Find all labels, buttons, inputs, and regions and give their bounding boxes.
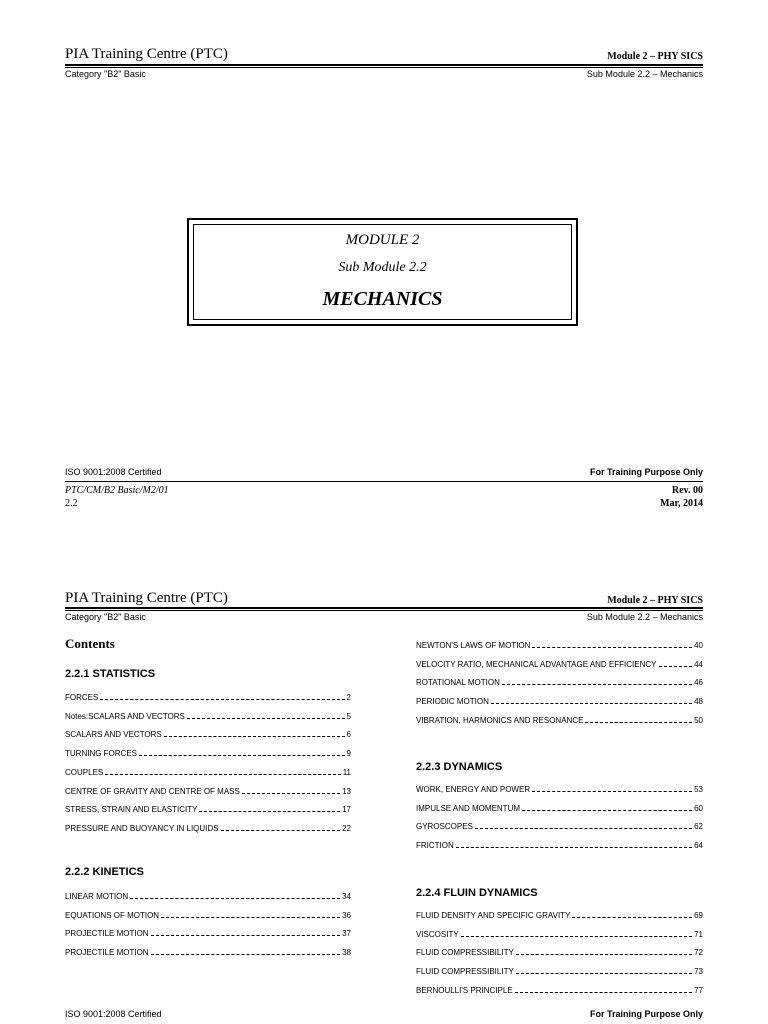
toc-entry[interactable] xyxy=(65,929,351,938)
toc-entry-page: 50 xyxy=(694,715,703,725)
toc-leader xyxy=(516,973,692,974)
toc-entry-page: 34 xyxy=(342,892,351,901)
toc-entry[interactable] xyxy=(416,948,703,957)
toc-leader xyxy=(659,666,693,667)
footer-purpose: For Training Purpose Only xyxy=(589,1009,703,1019)
title-box xyxy=(187,218,578,326)
title-submodule: Sub Module 2.2 xyxy=(338,260,427,275)
toc-entry[interactable] xyxy=(416,660,703,669)
toc-entry-page: 17 xyxy=(342,805,351,815)
toc-entry-page: 44 xyxy=(694,659,703,669)
toc-entry[interactable] xyxy=(416,911,703,920)
toc-leader xyxy=(242,793,340,794)
footer-iso: ISO 9001:2008 Certified xyxy=(65,1009,162,1019)
toc-leader xyxy=(461,936,692,937)
toc-entry[interactable] xyxy=(65,948,351,957)
toc-entry-label: EQUATIONS OF MOTION xyxy=(65,910,160,920)
toc-entry-label: VELOCITY RATIO, MECHANICAL ADVANTAGE AND EFFICIENCY xyxy=(416,659,657,669)
footer-page: 2.2 xyxy=(65,498,78,509)
title-mechanics: MECHANICS xyxy=(322,288,443,310)
toc-section-heading: 2.2.3 DYNAMICS xyxy=(416,761,503,773)
toc-entry-page: 9 xyxy=(346,749,351,759)
header-submodule: Sub Module 2.2 – Mechanics xyxy=(586,612,703,622)
toc-entry-page: 37 xyxy=(342,929,351,939)
header-rule-thin xyxy=(65,610,703,611)
toc-leader xyxy=(139,755,345,756)
toc-leader xyxy=(516,954,692,955)
toc-leader xyxy=(515,992,692,993)
toc-entry-label: FORCES xyxy=(65,693,99,702)
toc-entry-label: SCALARS AND VECTORS xyxy=(65,730,162,740)
toc-entry[interactable] xyxy=(65,911,351,920)
toc-leader xyxy=(532,791,692,792)
toc-leader xyxy=(151,954,341,955)
toc-entry-page: 38 xyxy=(342,948,351,958)
toc-leader xyxy=(585,722,692,723)
toc-leader xyxy=(105,774,340,775)
toc-entry[interactable] xyxy=(416,804,703,813)
footer-ref: PTC/CM/B2 Basic/M2/01 xyxy=(65,485,169,496)
toc-leader xyxy=(475,828,692,829)
header-rule xyxy=(65,607,703,609)
toc-entry-page: 11 xyxy=(342,767,351,777)
header-category: Category "B2" Basic xyxy=(65,612,146,622)
toc-entry-label: FLUID COMPRESSIBILITY xyxy=(416,967,514,977)
toc-entry-page: 48 xyxy=(694,697,703,707)
toc-entry-page: 64 xyxy=(694,841,703,851)
toc-entry-label: FRICTION xyxy=(416,841,454,851)
toc-entry-page: 62 xyxy=(694,822,703,832)
toc-entry-label: NEWTON'S LAWS OF MOTION xyxy=(416,641,531,650)
toc-entry-page: 53 xyxy=(694,785,703,794)
toc-entry[interactable] xyxy=(65,693,351,702)
toc-entry-label: Notes:SCALARS AND VECTORS xyxy=(65,711,185,721)
toc-leader xyxy=(532,647,692,648)
toc-entry[interactable] xyxy=(65,749,351,758)
toc-entry-page: 5 xyxy=(346,711,351,721)
toc-entry-label: STRESS, STRAIN AND ELASTICITY xyxy=(65,805,198,815)
header-module: Module 2 – PHY SICS xyxy=(607,51,703,62)
toc-entry-page: 46 xyxy=(694,678,703,688)
toc-section-heading: 2.2.4 FLUIN DYNAMICS xyxy=(416,887,538,899)
toc-entry-page: 13 xyxy=(342,786,351,796)
toc-leader xyxy=(456,847,692,848)
toc-entry-label: IMPULSE AND MOMENTUM xyxy=(416,803,521,813)
toc-entry-page: 22 xyxy=(342,823,351,833)
toc-entry-page: 2 xyxy=(346,693,351,702)
toc-entry-page: 36 xyxy=(342,910,351,920)
toc-entry-label: VIBRATION, HARMONICS AND RESONANCE xyxy=(416,715,584,725)
toc-entry-page: 69 xyxy=(694,911,703,920)
header-rule xyxy=(65,64,703,66)
header-title: PIA Training Centre (PTC) xyxy=(65,590,228,606)
header-module: Module 2 – PHY SICS xyxy=(607,595,703,606)
toc-entry[interactable] xyxy=(65,824,351,833)
toc-leader xyxy=(130,898,340,899)
toc-entry-label: TURNING FORCES xyxy=(65,749,137,759)
toc-entry[interactable] xyxy=(65,712,351,721)
toc-entry[interactable] xyxy=(65,787,351,796)
toc-section-heading: 2.2.1 STATISTICS xyxy=(65,668,156,680)
header-category: Category "B2" Basic xyxy=(65,69,146,79)
toc-entry-label: BERNOULLI'S PRINCIPLE xyxy=(416,985,513,995)
contents-title: Contents xyxy=(65,636,115,651)
toc-leader xyxy=(491,703,692,704)
toc-entry-page: 71 xyxy=(694,929,703,939)
toc-entry-label: VISCOSITY xyxy=(416,929,459,939)
toc-entry[interactable] xyxy=(416,785,703,794)
toc-entry[interactable] xyxy=(416,822,703,831)
footer-iso: ISO 9001:2008 Certified xyxy=(65,467,162,477)
toc-entry[interactable] xyxy=(416,986,703,995)
toc-leader xyxy=(199,811,340,812)
toc-entry-page: 6 xyxy=(346,730,351,740)
toc-entry-label: FLUID COMPRESSIBILITY xyxy=(416,948,514,958)
toc-entry-label: LINEAR MOTION xyxy=(65,892,129,901)
footer-rev: Rev. 00 xyxy=(671,485,703,496)
toc-entry[interactable] xyxy=(416,678,703,687)
toc-entry-page: 60 xyxy=(694,803,703,813)
toc-entry[interactable] xyxy=(416,716,703,725)
toc-entry-page: 40 xyxy=(694,641,703,650)
toc-section-heading: 2.2.2 KINETICS xyxy=(65,866,144,878)
toc-entry-label: PRESSURE AND BUOYANCY IN LIQUIDS xyxy=(65,823,219,833)
toc-entry[interactable] xyxy=(65,730,351,739)
toc-entry-page: 72 xyxy=(694,948,703,958)
toc-entry-label: ROTATIONAL MOTION xyxy=(416,678,500,688)
footer-purpose: For Training Purpose Only xyxy=(589,467,703,477)
toc-leader xyxy=(522,810,692,811)
toc-entry-label: PROJECTILE MOTION xyxy=(65,929,149,939)
toc-entry-label: COUPLES xyxy=(65,767,104,777)
toc-entry[interactable] xyxy=(416,967,703,976)
toc-entry-label: PERIODIC MOTION xyxy=(416,697,489,707)
toc-entry[interactable] xyxy=(65,768,351,777)
header-submodule: Sub Module 2.2 – Mechanics xyxy=(586,69,703,79)
toc-entry-label: PROJECTILE MOTION xyxy=(65,948,149,958)
toc-leader xyxy=(100,699,344,700)
toc-entry-label: CENTRE OF GRAVITY AND CENTRE OF MASS xyxy=(65,786,240,796)
toc-entry[interactable] xyxy=(416,930,703,939)
footer-rule xyxy=(65,481,703,482)
toc-leader xyxy=(572,917,692,918)
toc-leader xyxy=(502,684,692,685)
toc-entry-page: 73 xyxy=(694,967,703,977)
toc-entry[interactable] xyxy=(65,805,351,814)
toc-leader xyxy=(221,830,341,831)
toc-leader xyxy=(151,935,341,936)
toc-entry[interactable] xyxy=(416,641,703,650)
toc-entry-label: GYROSCOPES xyxy=(416,822,473,832)
header-rule-thin xyxy=(65,67,703,68)
toc-entry-page: 77 xyxy=(694,985,703,995)
toc-leader xyxy=(187,718,345,719)
toc-entry[interactable] xyxy=(65,892,351,901)
toc-leader xyxy=(164,736,345,737)
toc-entry[interactable] xyxy=(416,697,703,706)
title-module: MODULE 2 xyxy=(345,232,420,248)
toc-entry-label: WORK, ENERGY AND POWER xyxy=(416,785,531,794)
toc-leader xyxy=(161,917,340,918)
toc-entry[interactable] xyxy=(416,841,703,850)
footer-date: Mar, 2014 xyxy=(660,498,703,509)
header-title: PIA Training Centre (PTC) xyxy=(65,46,228,62)
toc-entry-label: FLUID DENSITY AND SPECIFIC GRAVITY xyxy=(416,911,571,920)
